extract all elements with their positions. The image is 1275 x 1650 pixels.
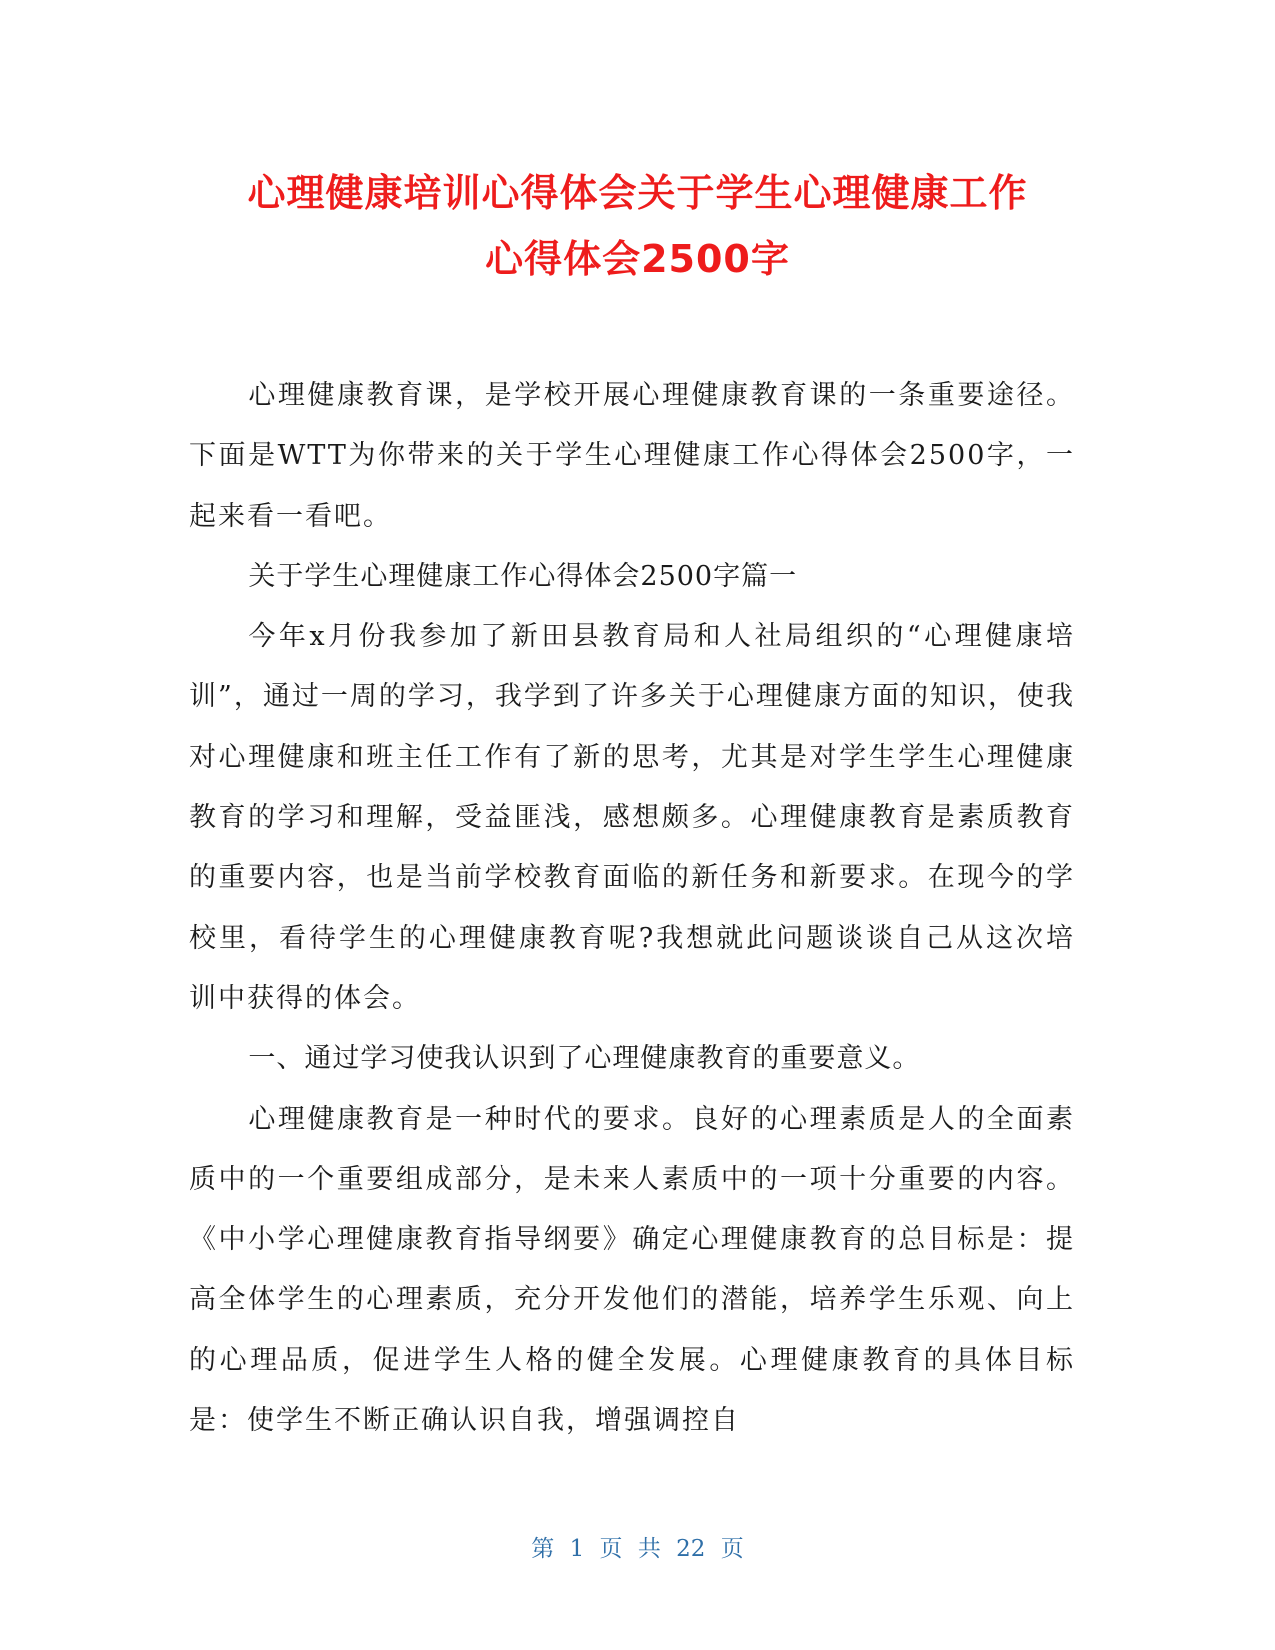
paragraph-significance: 心理健康教育是一种时代的要求。良好的心理素质是人的全面素质中的一个重要组成部分，是未来人素质中的一项十分重要的内容。《中小学心理健康教育指导纲要》确定心理健康教育的总目标是：提高全体学生的心理素质，充分开发他们的潜能，培养学生乐观、向上的心理品质，促进学生人格的健全发展。心理健康教育的具体目标是：使学生不断正确认识自我，增强调控自 [189,1103,1075,1437]
section-heading-part-one: 关于学生心理健康工作心得体会2500字篇一 [248,560,798,592]
document-body [189,366,1075,1451]
paragraph-training: 今年x月份我参加了新田县教育局和人社局组织的“心理健康培训”，通过一周的学习，我学到了许多关于心理健康方面的知识，使我对心理健康和班主任工作有了新的思考，尤其是对学生学生心理健康教育的学习和理解，受益匪浅，感想颇多。心理健康教育是素质教育的重要内容，也是当前学校教育面临的新任务和新要求。在现今的学校里，看待学生的心理健康教育呢?我想就此问题谈谈自己从这次培训中获得的体会。 [189,621,1075,1014]
footer-total-word: 共 [637,1536,661,1562]
page-footer [0,1534,1275,1564]
paragraph-intro: 心理健康教育课，是学校开展心理健康教育课的一条重要途径。下面是WTT为你带来的关于学生心理健康工作心得体会2500字，一起来看一看吧。 [189,380,1075,532]
footer-prefix: 第 [531,1536,555,1562]
footer-total-pages: 22 [676,1536,706,1562]
title-line-2: 心得体会2500字 [485,237,790,281]
section-heading-point-one: 一、通过学习使我认识到了心理健康教育的重要意义。 [248,1043,921,1075]
title-line-1: 心理健康培训心得体会关于学生心理健康工作 [247,171,1028,215]
footer-suffix: 页 [720,1536,744,1562]
document-title [150,160,1125,292]
footer-page-word: 页 [599,1536,623,1562]
footer-page-number: 1 [569,1536,585,1562]
